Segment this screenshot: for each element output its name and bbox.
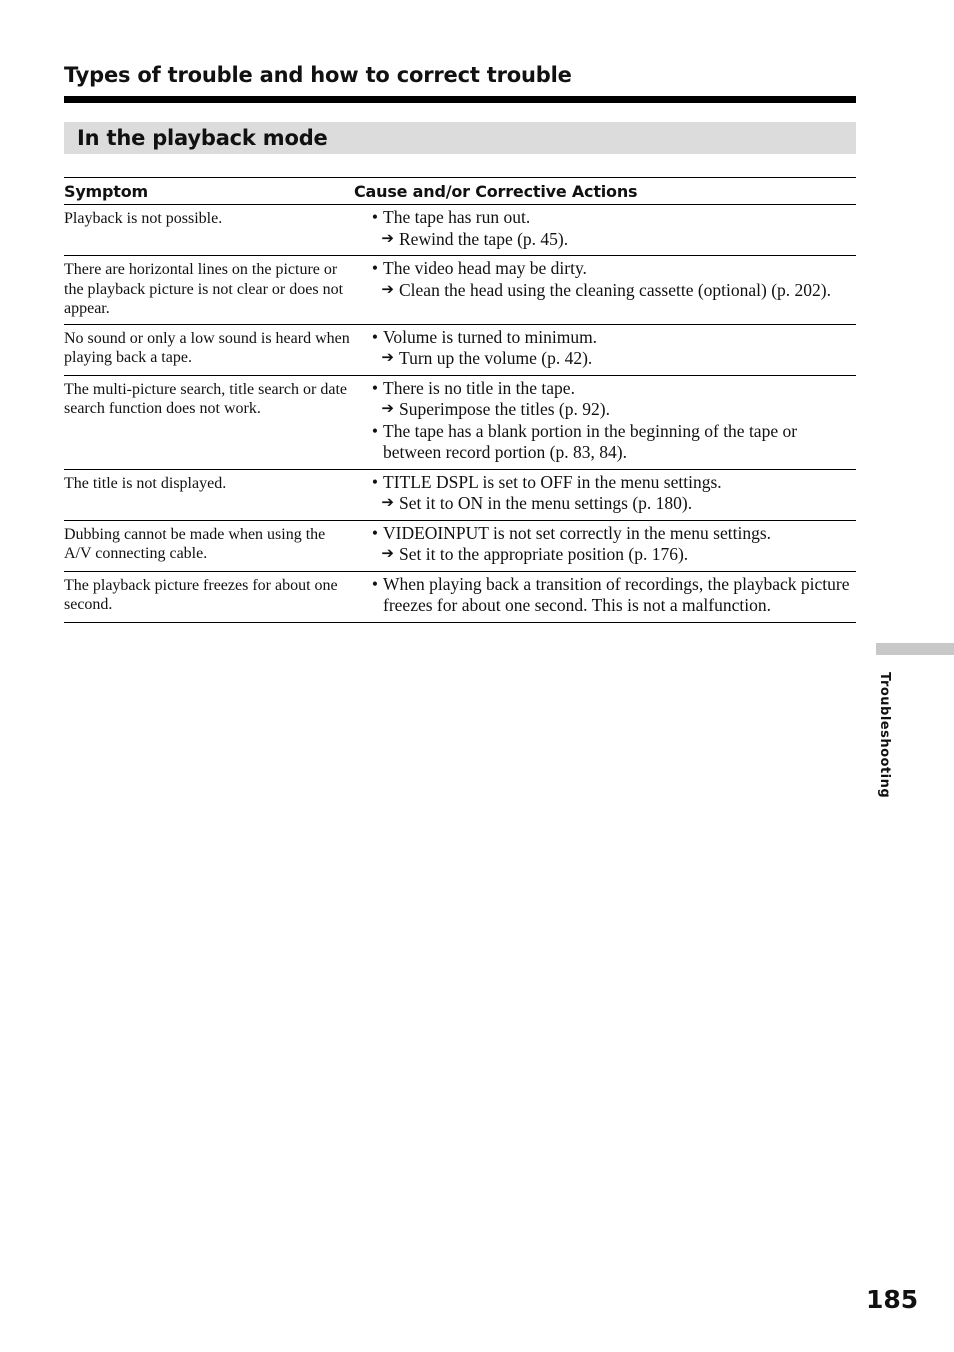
page-number: 185	[866, 1285, 919, 1314]
cause-cell	[354, 520, 856, 571]
cause-item	[354, 574, 856, 617]
cause-item	[354, 472, 856, 494]
table-row	[64, 469, 856, 520]
arrow-icon: ➔	[381, 401, 394, 417]
corrective-action	[354, 493, 856, 515]
cause-item	[354, 421, 856, 464]
side-tab-marker	[876, 643, 954, 655]
cause-cell	[354, 375, 856, 469]
arrow-icon: ➔	[381, 230, 394, 247]
corrective-action	[354, 229, 856, 251]
section-title: In the playback mode	[77, 126, 328, 150]
symptom-cell: The playback picture freezes for about one second.	[64, 571, 354, 622]
cause-text: Rewind the tape (p. 45).	[399, 228, 569, 249]
bullet-icon: •	[371, 420, 378, 441]
arrow-icon: ➔	[381, 546, 394, 562]
table-row	[64, 324, 856, 375]
cause-text: VIDEOINPUT is not set correctly in the menu settings.	[383, 522, 772, 543]
cause-text: The video head may be dirty.	[383, 258, 587, 278]
symptom-column-header: Symptom	[64, 178, 354, 205]
table-body	[64, 205, 856, 623]
bullet-icon: •	[371, 326, 378, 347]
cause-item	[354, 207, 856, 229]
section-header-bar	[64, 122, 856, 154]
symptom-cell: Dubbing cannot be made when using the A/V connecting cable.	[64, 520, 354, 571]
heading-rule	[64, 96, 856, 103]
page-heading: Types of trouble and how to correct trouble	[64, 63, 572, 87]
bullet-icon: •	[371, 258, 378, 278]
cause-cell	[354, 205, 856, 256]
corrective-action	[354, 280, 856, 302]
cause-text: The tape has a blank portion in the beginning of the tape or between record portion (p. 83, 84).	[383, 420, 798, 462]
cause-text: Set it to the appropriate position (p. 176).	[399, 544, 689, 564]
cause-item	[354, 327, 856, 349]
cause-cell	[354, 469, 856, 520]
table-row	[64, 375, 856, 469]
table-row	[64, 205, 856, 256]
cause-text: The tape has run out.	[383, 207, 531, 227]
cause-text: There is no title in the tape.	[383, 377, 575, 398]
symptom-cell: The title is not displayed.	[64, 469, 354, 520]
table-header-row	[64, 178, 856, 205]
cause-cell	[354, 571, 856, 622]
arrow-icon: ➔	[381, 350, 394, 366]
cause-text: TITLE DSPL is set to OFF in the menu settings.	[383, 471, 722, 492]
bullet-icon: •	[371, 522, 378, 543]
cause-text: When playing back a transition of recordings, the playback picture freezes for about one second. This is not a malfunction.	[383, 573, 850, 615]
cause-text: Volume is turned to minimum.	[383, 326, 598, 347]
cause-item	[354, 523, 856, 545]
table-row	[64, 571, 856, 622]
bullet-icon: •	[371, 207, 378, 227]
symptom-cell: No sound or only a low sound is heard when playing back a tape.	[64, 324, 354, 375]
bullet-icon: •	[371, 377, 378, 398]
symptom-cell: Playback is not possible.	[64, 205, 354, 256]
cause-text: Set it to ON in the menu settings (p. 180).	[399, 493, 693, 513]
cause-item	[354, 378, 856, 400]
cause-item	[354, 258, 856, 280]
symptom-cell: There are horizontal lines on the picture or the playback picture is not clear or does not appear.	[64, 256, 354, 325]
table-row	[64, 256, 856, 325]
arrow-icon: ➔	[381, 495, 394, 511]
corrective-action	[354, 348, 856, 370]
symptom-cell: The multi-picture search, title search or date search function does not work.	[64, 375, 354, 469]
troubleshooting-table	[64, 177, 856, 623]
corrective-action	[354, 544, 856, 566]
bullet-icon: •	[371, 573, 378, 594]
bullet-icon: •	[371, 471, 378, 492]
cause-text: Superimpose the titles (p. 92).	[399, 399, 610, 419]
cause-column-header: Cause and/or Corrective Actions	[354, 178, 856, 205]
arrow-icon: ➔	[381, 281, 394, 298]
cause-text: Turn up the volume (p. 42).	[399, 348, 593, 368]
corrective-action	[354, 399, 856, 421]
table-row	[64, 520, 856, 571]
cause-text: Clean the head using the cleaning cassette (optional) (p. 202).	[399, 279, 832, 300]
side-tab-label: Troubleshooting	[877, 672, 892, 799]
cause-cell	[354, 324, 856, 375]
cause-cell	[354, 256, 856, 325]
